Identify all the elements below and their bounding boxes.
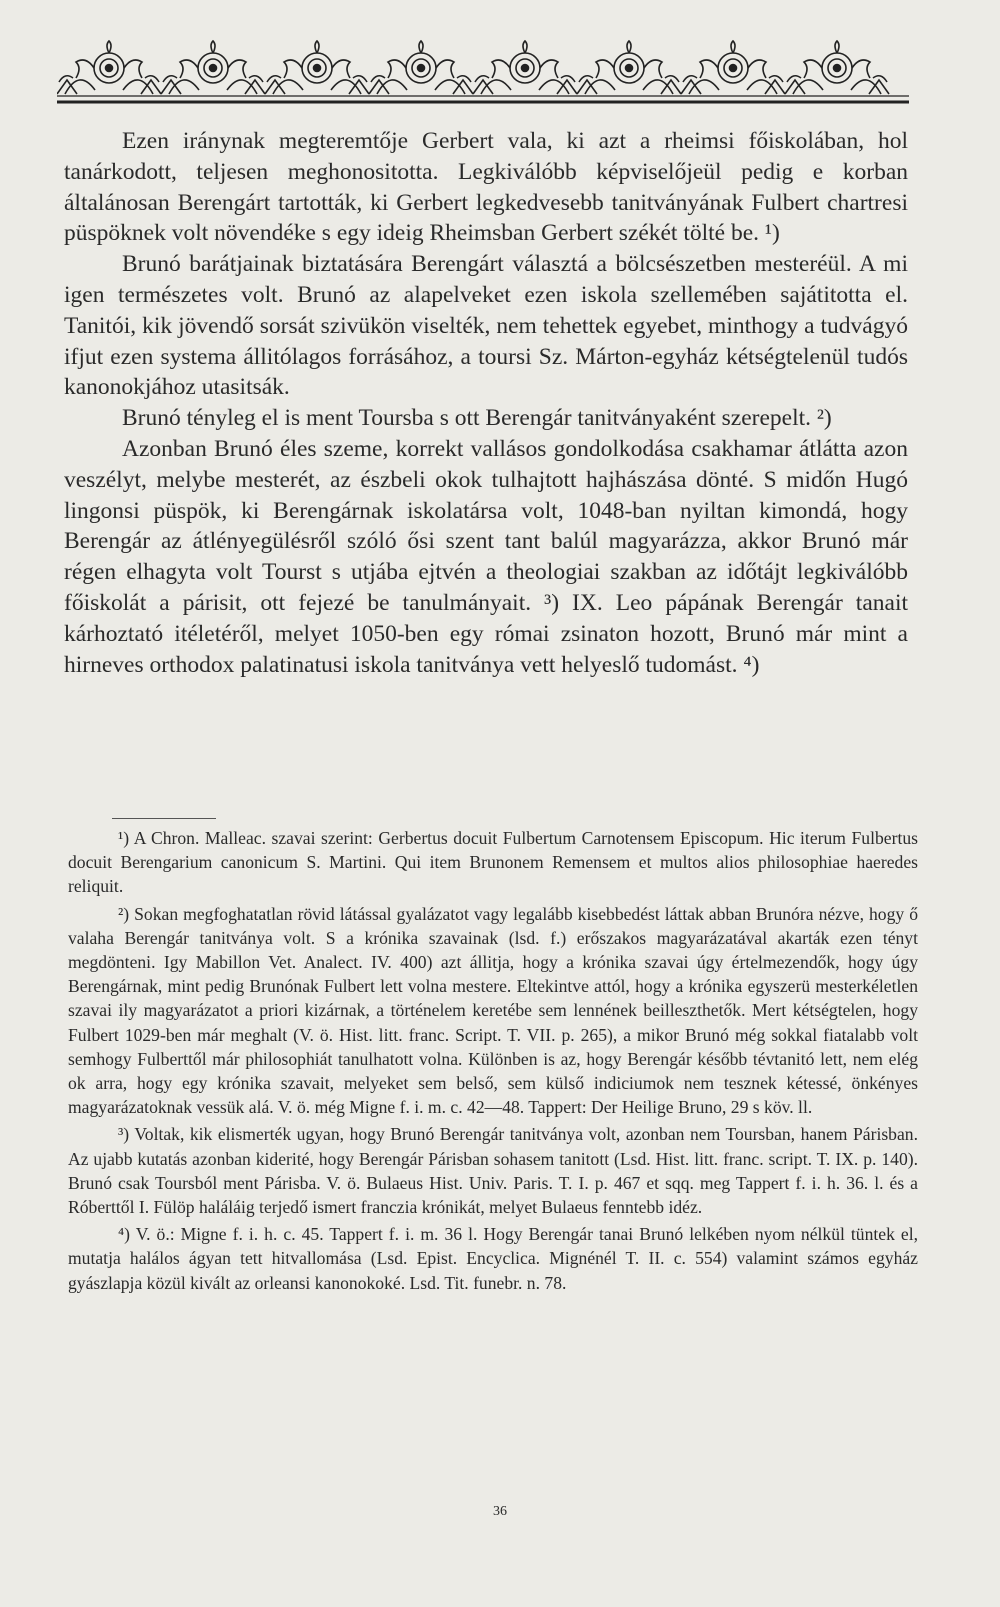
body-paragraph: Azonban Brunó éles szeme, korrekt vallásos gondolkodása csakhamar átlátta azon veszélyt, melybe mesterét, az észbeli okok tulhajtott hajhászása dönté. S midőn Hugó lingonsi püspök, ki Berengárnak iskolatársa volt, 1048-ban nyiltan kimondá, hogy Berengár az átlényegülésről szóló ősi szent tant balúl magyarázza, akkor Brunó már régen elhagyta volt Tourst s utjába ejtvén a theologiai szakban az időtájt legkiválóbb főiskolát a párisit, ott fejezé be tanulmányait. ³) IX. Leo pápának Berengár tanait kárhoztató itéletéről, melyet 1050-ben egy római zsinaton hozott, Brunó már mint a hirneves orthodox palatinatusi iskola tanitványa vett helyeslő tudomást. ⁴) bbox=[64, 435, 908, 678]
main-text bbox=[64, 126, 908, 680]
body-paragraph: Brunó barátjainak biztatására Berengárt választá a bölcsészetben mesteréül. A mi igen természetes volt. Brunó az alapelveket ezen iskola szellemében sajátitotta el. Tanitói, kik jövendő sorsát szivükön viselték, nem tehettek egyebet, minthogy a tudvágyó ifjut ezen systema állitólagos forrásához, a toursi Sz. Márton-egyház kétségtelenül tudós kanonokjához utasitsák. bbox=[64, 251, 908, 401]
footnote: ¹) A Chron. Malleac. szavai szerint: Gerbertus docuit Fulbertum Carnotensem Episcopum. Hic iterum Fulbertus docuit Berengarium canonicum S. Martini. Qui item Brunonem Remensem et multos alios philosophiae haeredes reliquit. bbox=[68, 828, 918, 897]
floral-border-ornament bbox=[57, 38, 909, 104]
page-number: 36 bbox=[493, 1504, 507, 1519]
body-paragraph: Brunó tényleg el is ment Toursba s ott Berengár tanitványaként szerepelt. ²) bbox=[122, 405, 832, 432]
body-paragraph: Ezen iránynak megteremtője Gerbert vala, ki azt a rheimsi főiskolában, hol tanárkodott, teljesen meghonositotta. Legkiválóbb képviselőjeül pedig e korban általánosan Berengárt tartották, ki Gerbert legkedvesebb tanitványának Fulbert chartresi püspöknek volt növendéke s egy ideig Rheimsban Gerbert székét tölté be. ¹) bbox=[64, 128, 908, 247]
footnote: ²) Sokan megfoghatatlan rövid látással gyalázatot vagy legalább kisebbedést láttak abban Brunóra nézve, hogy ő valaha Berengár tanitványa volt. S a krónika szavainak (lsd. f.) erőszakos magyarázatával akarták ezen tényt megdönteni. Igy Mabillon Vet. Analect. IV. 400) azt állitja, hogy a krónika szavai úgy értelmezendők, hogy úgy Berengárnak, mint pedig Brunónak Fulbert lett volna mestere. Eltekintve attól, hogy a krónika egyszerü mesterkéletlen szavai ily magyarázatot a priori kizárnak, a történelem keretébe sem lennének beilleszthetők. Mert kétségtelen, hogy Fulbert 1029-ben már meghalt (V. ö. Hist. litt. franc. Script. T. VII. p. 265), a mikor Brunó még sokkal fiatalabb volt semhogy Fulberttől már philosophiát tanulhatott volna. Különben is az, hogy Berengár később tévtanitó lett, nem elég ok arra, hogy egy krónika szavait, melyeket sem belső, sem külső indiciumok nem tesznek kétessé, önkényes magyarázatoknak vessük alá. V. ö. még Migne f. i. m. c. 42—48. Tappert: Der Heilige Bruno, 29 s köv. ll. bbox=[68, 903, 918, 1118]
footnote: ⁴) V. ö.: Migne f. i. h. c. 45. Tappert f. i. m. 36 l. Hogy Berengár tanai Brunó lelkében nyom nélkül tüntek el, mutatja halálos ágyan tett hitvallomása (Lsd. Epist. Encyclica. Mignénél T. II. c. 554) valamint számos egyház gyászlapja közül kivált az orleansi kanonokoké. Lsd. Tit. funebr. n. 78. bbox=[68, 1224, 918, 1293]
footnote: ³) Voltak, kik elismerték ugyan, hogy Brunó Berengár tanitványa volt, azonban nem Toursban, hanem Párisban. Az ujabb kutatás azonban kiderité, hogy Berengár Párisban sohasem tanitott (Lsd. Hist. litt. franc. script. T. IX. p. 140). Brunó csak Toursból ment Párisba. V. ö. Bulaeus Hist. Univ. Paris. T. I. p. 467 et sqq. meg Tappert f. i. h. 36. l. és a Róberttől I. Fülöp haláláig terjedő ismert franczia krónikát, melyet Bulaeus fenntebb idéz. bbox=[68, 1124, 918, 1218]
footnote-divider bbox=[112, 818, 216, 819]
footnotes bbox=[68, 826, 918, 1298]
ornament-graphic bbox=[57, 38, 909, 104]
